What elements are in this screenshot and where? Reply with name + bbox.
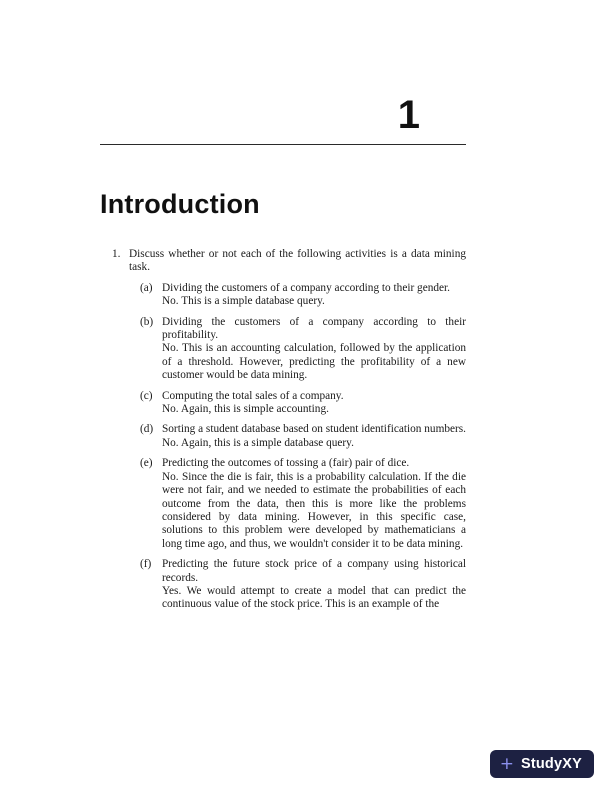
- chapter-rule: [100, 144, 466, 145]
- subitem-answer: No. Since the die is fair, this is a probability calculation. If the die were not fair, and we needed to estimate the probabilities of each outcome from the data, then this is more like the problems considered by data mining. However, in this specific case, solutions to this problem were developed by mathematicians a long time ago, and thus, we wouldn't consider it to be data mining.: [162, 470, 466, 550]
- exercise-number: 1.: [112, 248, 121, 260]
- exercise-subitems: [100, 282, 466, 612]
- subitem-answer: No. Again, this is a simple database query.: [162, 436, 354, 449]
- subitem-body: [162, 316, 466, 383]
- subitem-answer: No. This is an accounting calculation, followed by the application of a threshold. However, predicting the profitability of a new customer would be data mining.: [162, 342, 466, 382]
- subitem-label: (e): [140, 457, 153, 470]
- exercise-1: [100, 248, 466, 612]
- list-item-b: [140, 316, 466, 383]
- subitem-label: (f): [140, 558, 152, 571]
- subitem-body: [162, 558, 466, 612]
- subitem-answer: No. This is a simple database query.: [162, 295, 325, 308]
- subitem-body: [162, 390, 466, 417]
- chapter-number: 1: [397, 93, 420, 137]
- exercise-head: [100, 248, 466, 275]
- list-item-a: [140, 282, 466, 309]
- list-item-e: [140, 457, 466, 551]
- subitem-question: Predicting the outcomes of tossing a (fair) pair of dice.: [162, 457, 410, 470]
- subitem-body: [162, 457, 466, 551]
- exercise-prompt: Discuss whether or not each of the following activities is a data mining task.: [129, 248, 466, 274]
- subitem-question: Dividing the customers of a company according to their profitability.: [162, 315, 466, 342]
- subitem-question: Computing the total sales of a company.: [162, 389, 344, 402]
- subitem-question: Sorting a student database based on student identification numbers.: [162, 423, 467, 436]
- page-content: [100, 92, 466, 612]
- subitem-label: (c): [140, 389, 153, 402]
- subitem-label: (b): [140, 315, 154, 328]
- studyxy-logo-text: StudyXY: [520, 756, 582, 772]
- list-item-c: [140, 390, 466, 417]
- subitem-answer: Yes. We would attempt to create a model that can predict the continuous value of the stock price. This is an example of the: [162, 584, 466, 611]
- subitem-body: [162, 423, 466, 450]
- list-item-d: [140, 423, 466, 450]
- subitem-label: (d): [140, 423, 154, 436]
- subitem-answer: No. Again, this is simple accounting.: [162, 403, 329, 416]
- chapter-title: Introduction: [100, 189, 260, 219]
- plus-icon: +: [499, 754, 514, 774]
- subitem-question: Predicting the future stock price of a company using historical records.: [162, 558, 466, 584]
- subitem-question: Dividing the customers of a company according to their gender.: [162, 281, 450, 294]
- subitem-label: (a): [140, 281, 153, 294]
- list-item-f: [140, 558, 466, 612]
- studyxy-badge: [490, 750, 594, 778]
- subitem-body: [162, 282, 466, 309]
